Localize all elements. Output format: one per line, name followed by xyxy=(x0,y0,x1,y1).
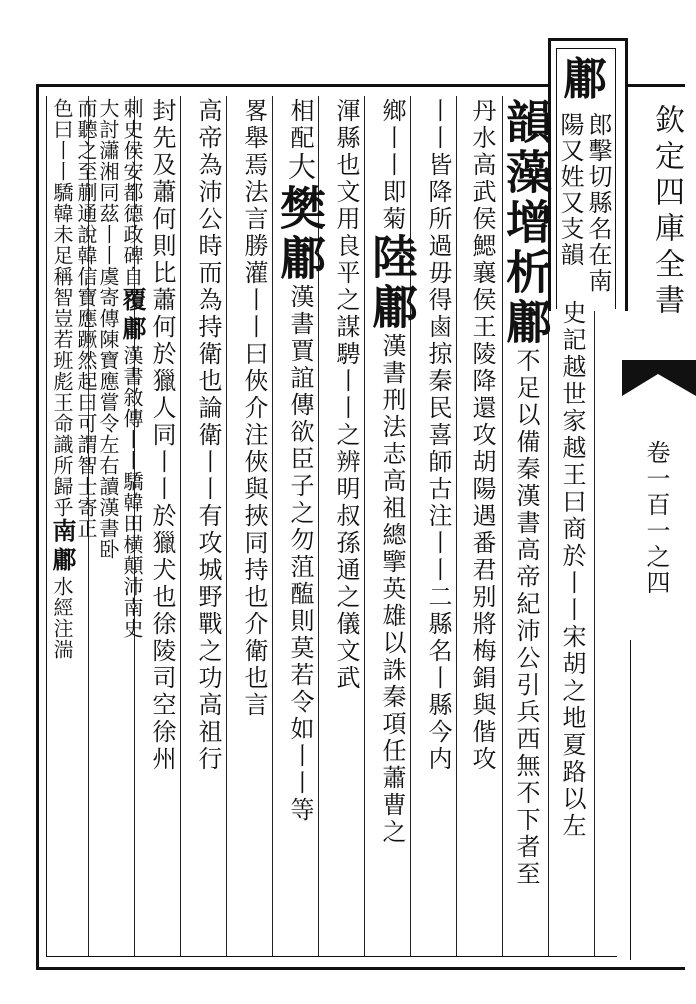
text-run: 高帝為沛公時而為持衛也論衛丨丨有攻城野戰之功高祖行 xyxy=(194,98,222,773)
text-run: 鄉丨丨即菊 xyxy=(378,98,406,233)
head-character: 鄘 xyxy=(563,54,607,105)
text-run: 漢書敘傳丨丨驕韓田横顛沛南史 xyxy=(120,345,144,639)
text-run: 畧舉焉 xyxy=(240,98,268,179)
text-column xyxy=(365,98,419,948)
fishtail-mark-icon xyxy=(622,360,696,396)
text-run: 封先及蕭何則比蕭何於獵人同丨丨於獵犬也徐陵司空徐州 xyxy=(148,98,176,773)
entry-char: 陸 xyxy=(365,233,419,279)
text-run: 丹水高武侯鰓襄侯王陵降還攻胡陽遇番君别將梅鋗與偕攻 xyxy=(468,98,496,773)
text-run: 法言勝灌丨丨曰俠介注俠與挾同持也介衛也言 xyxy=(240,179,268,719)
entry-char: 藻 xyxy=(499,148,553,194)
entry-char: 覆 xyxy=(118,287,147,312)
entry-char: 南 xyxy=(48,518,77,543)
text-column xyxy=(118,98,147,948)
text-column xyxy=(188,98,228,948)
text-run: 正 xyxy=(74,518,98,539)
entry-char: 樊 xyxy=(273,184,327,230)
text-column xyxy=(96,98,120,948)
margin-book-title: 欽定四庫全書 xyxy=(649,104,684,320)
text-run: 而聽之至蒯通說韓信寶應蹶然起曰可謂智士寄 xyxy=(74,98,98,518)
text-column xyxy=(462,98,502,948)
text-run: 大 xyxy=(284,152,317,184)
text-column xyxy=(273,98,327,948)
head-gloss-line2: 陽又姓又支韻 xyxy=(556,112,584,268)
text-column xyxy=(74,98,98,948)
text-run: 漢書刑法志高祖總擥英雄以誅秦項任蕭曹之 xyxy=(378,333,406,846)
text-run: 漢書賈誼傳欲臣子之勿菹醢則莫若令如丨丨等 xyxy=(286,284,314,824)
text-run: 色曰丨丨驕韓未足稱智豈若班彪王命識所歸乎 xyxy=(50,98,74,518)
text-run: 大討瀟湘同茲丨丨 xyxy=(96,98,120,266)
text-run: 史記越世家越王曰商於丨丨宋胡之地夏路以左 xyxy=(558,300,586,840)
entry-char: 鄘 xyxy=(48,547,77,572)
entry-char: 鄘 xyxy=(273,234,327,280)
text-run: 虞寄傳陳寶應嘗令左右讀漢書卧 xyxy=(96,266,120,560)
entry-char: 析 xyxy=(499,248,553,294)
entry-char: 韻 xyxy=(499,98,553,144)
margin-rule xyxy=(630,640,631,960)
text-run: 刺史侯安都德政碑 xyxy=(120,98,144,266)
text-run: 自 xyxy=(120,266,144,287)
entry-char: 鄘 xyxy=(118,316,147,341)
text-run: 丨丨皆降所過毋得鹵掠秦民喜師古注丨丨二縣名丨縣今内 xyxy=(424,98,452,773)
text-run: 不足以備秦漢書高帝紀沛公引兵西無不下者至 xyxy=(512,348,540,888)
head-gloss-line1: 郎擊切縣名在南 xyxy=(584,112,612,294)
text-column xyxy=(326,98,366,948)
text-column xyxy=(142,98,182,948)
entry-char: 鄘 xyxy=(365,283,419,329)
text-column xyxy=(499,98,553,948)
text-column xyxy=(234,98,274,948)
text-column xyxy=(552,300,592,950)
column-rule xyxy=(594,300,595,956)
text-run: 水經注湍 xyxy=(50,576,74,660)
entry-char: 增 xyxy=(499,198,553,244)
text-run: 相配 xyxy=(286,98,314,152)
text-column xyxy=(48,98,77,948)
margin-volume-number: 卷一百一之四 xyxy=(642,440,670,596)
text-run: 文用良平之謀騁丨丨之辨明叔孫通之儀文武 xyxy=(332,179,360,692)
entry-char: 鄘 xyxy=(499,298,553,344)
text-run: 渾縣也 xyxy=(332,98,360,179)
text-column xyxy=(418,98,458,948)
